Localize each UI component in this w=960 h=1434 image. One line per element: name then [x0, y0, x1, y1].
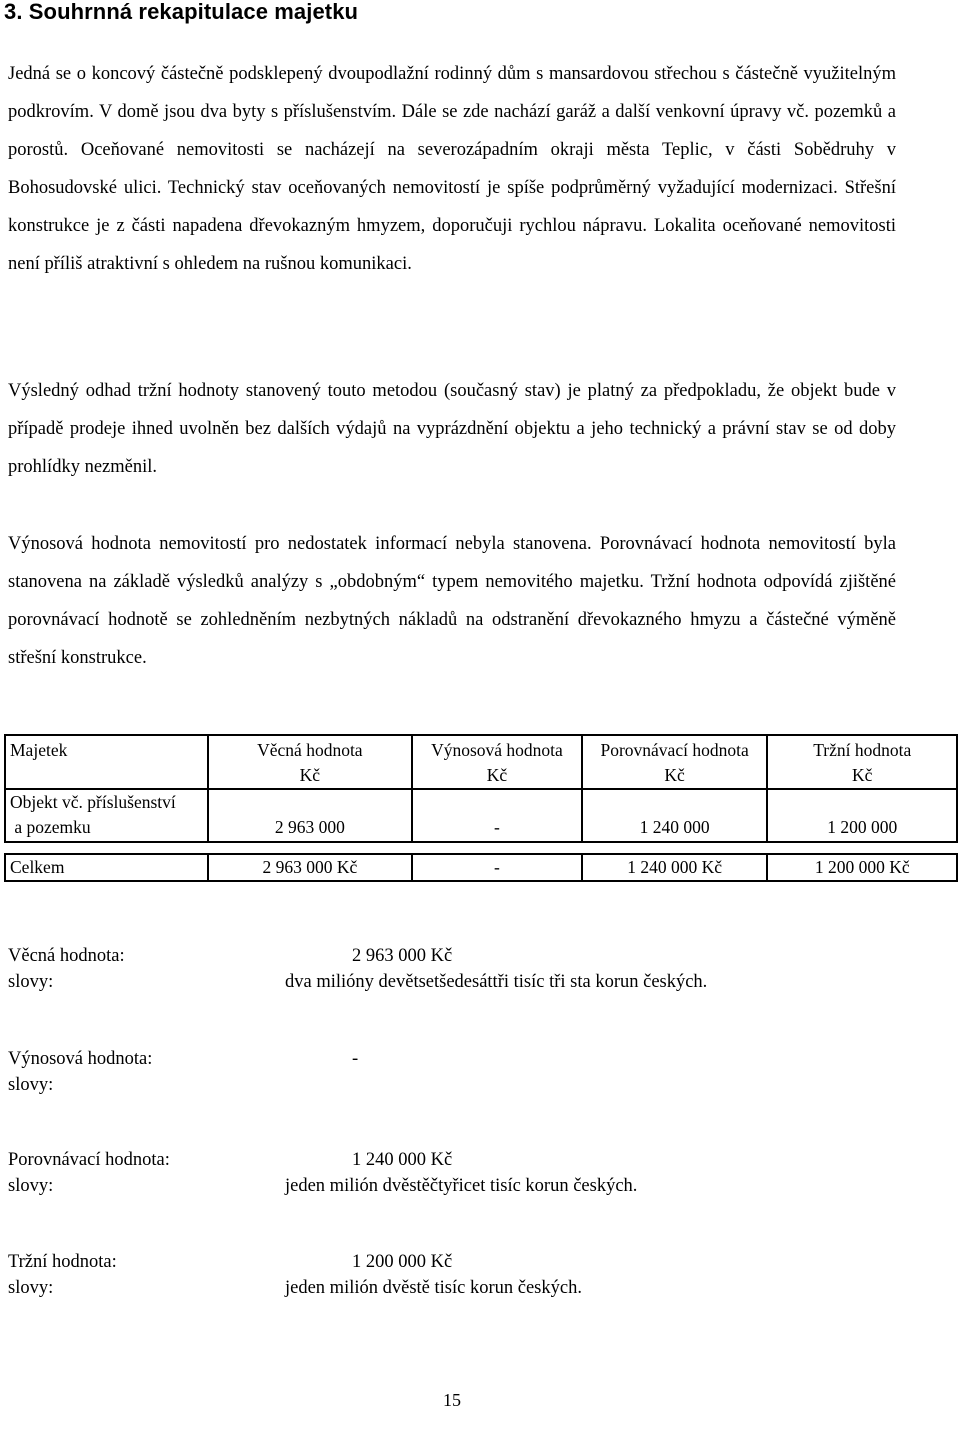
market-value-label: Tržní hodnota: [8, 1252, 117, 1272]
cost-value-label: Věcná hodnota: [8, 946, 125, 966]
property-description-paragraph: Jedná se o koncový částečně podsklepený dvoupodlažní rodinný dům s mansardovou střechou s částečně využitelným podkrovím. V domě jsou dva byty s příslušenstvím. Dále se zde nachází garáž a další venkovní úpravy vč. pozemků a porostů. Oceňované nemovitosti se nacházejí na severozápadním okraji města Teplic, v části Sobědruhy v Bohosudovské ulici. Technický stav oceňovaných nemovitostí je spíše podprůměrný vyžadující modernizaci. Střešní konstrukce je z části napadena dřevokazným hmyzem, doporučuji rychlou nápravu. Lokalita oceňované nemovitosti není příliš atraktivní s ohledem na rušnou komunikaci. [8, 64, 896, 274]
cost-value-amount: 2 963 000 Kč [352, 946, 453, 966]
table-spacer-row [5, 842, 957, 854]
row-income-value: - [412, 789, 582, 842]
income-value-words-label: slovy: [8, 1075, 54, 1095]
section-heading: 3. Souhrnná rekapitulace majetku [4, 0, 359, 24]
row-cost-value: 2 963 000 [208, 789, 412, 842]
market-value-words-label: slovy: [8, 1278, 54, 1298]
valuation-method-paragraph: Výnosová hodnota nemovitostí pro nedostatek informací nebyla stanovena. Porovnávací hodnota nemovitostí byla stanovena na základě výsledků analýzy s „obdobným“ typem nemovitého majetku. Tržní hodnota odpovídá zjištěné porovnávací hodnotě se zohledněním nezbytných nákladů na odstranění dřevokazného hmyzu a částečné výměně střešní konstrukce. [8, 534, 896, 668]
header-cell-comparative-value: Porovnávací hodnota Kč [582, 735, 768, 789]
valuation-summary-table [4, 734, 958, 882]
table-total-row [5, 854, 957, 881]
header-cell-asset: Majetek [5, 735, 208, 789]
total-income-value: - [412, 854, 582, 881]
cost-value-words-label: slovy: [8, 972, 54, 992]
row-market-value: 1 200 000 [767, 789, 957, 842]
comparative-value-words-label: slovy: [8, 1176, 54, 1196]
cost-value-words: dva milióny devětsetšedesáttři tisíc tři sta korun českých. [285, 972, 708, 992]
total-market-value: 1 200 000 Kč [767, 854, 957, 881]
row-comparative-value: 1 240 000 [582, 789, 768, 842]
market-value-amount: 1 200 000 Kč [352, 1252, 453, 1272]
table-row [5, 789, 957, 842]
comparative-value-words: jeden milión dvěstěčtyřicet tisíc korun českých. [285, 1176, 638, 1196]
header-cell-income-value: Výnosová hodnota Kč [412, 735, 582, 789]
table-header-row [5, 735, 957, 789]
total-label-cell: Celkem [5, 854, 208, 881]
income-value-amount: - [352, 1049, 359, 1069]
valuation-validity-paragraph: Výsledný odhad tržní hodnoty stanovený touto metodou (současný stav) je platný za předpokladu, že objekt bude v případě prodeje ihned uvolněn bez dalších výdajů na vyprázdnění objektu a jeho technický a právní stav se od doby prohlídky nezměnil. [8, 381, 896, 477]
comparative-value-amount: 1 240 000 Kč [352, 1150, 453, 1170]
total-comparative-value: 1 240 000 Kč [582, 854, 768, 881]
page-number: 15 [443, 1390, 461, 1410]
comparative-value-label: Porovnávací hodnota: [8, 1150, 170, 1170]
total-cost-value: 2 963 000 Kč [208, 854, 412, 881]
market-value-words: jeden milión dvěstě tisíc korun českých. [285, 1278, 582, 1298]
row-label-cell: Objekt vč. příslušenství a pozemku [5, 789, 208, 842]
header-cell-cost-value: Věcná hodnota Kč [208, 735, 412, 789]
header-cell-market-value: Tržní hodnota Kč [767, 735, 957, 789]
income-value-label: Výnosová hodnota: [8, 1049, 153, 1069]
